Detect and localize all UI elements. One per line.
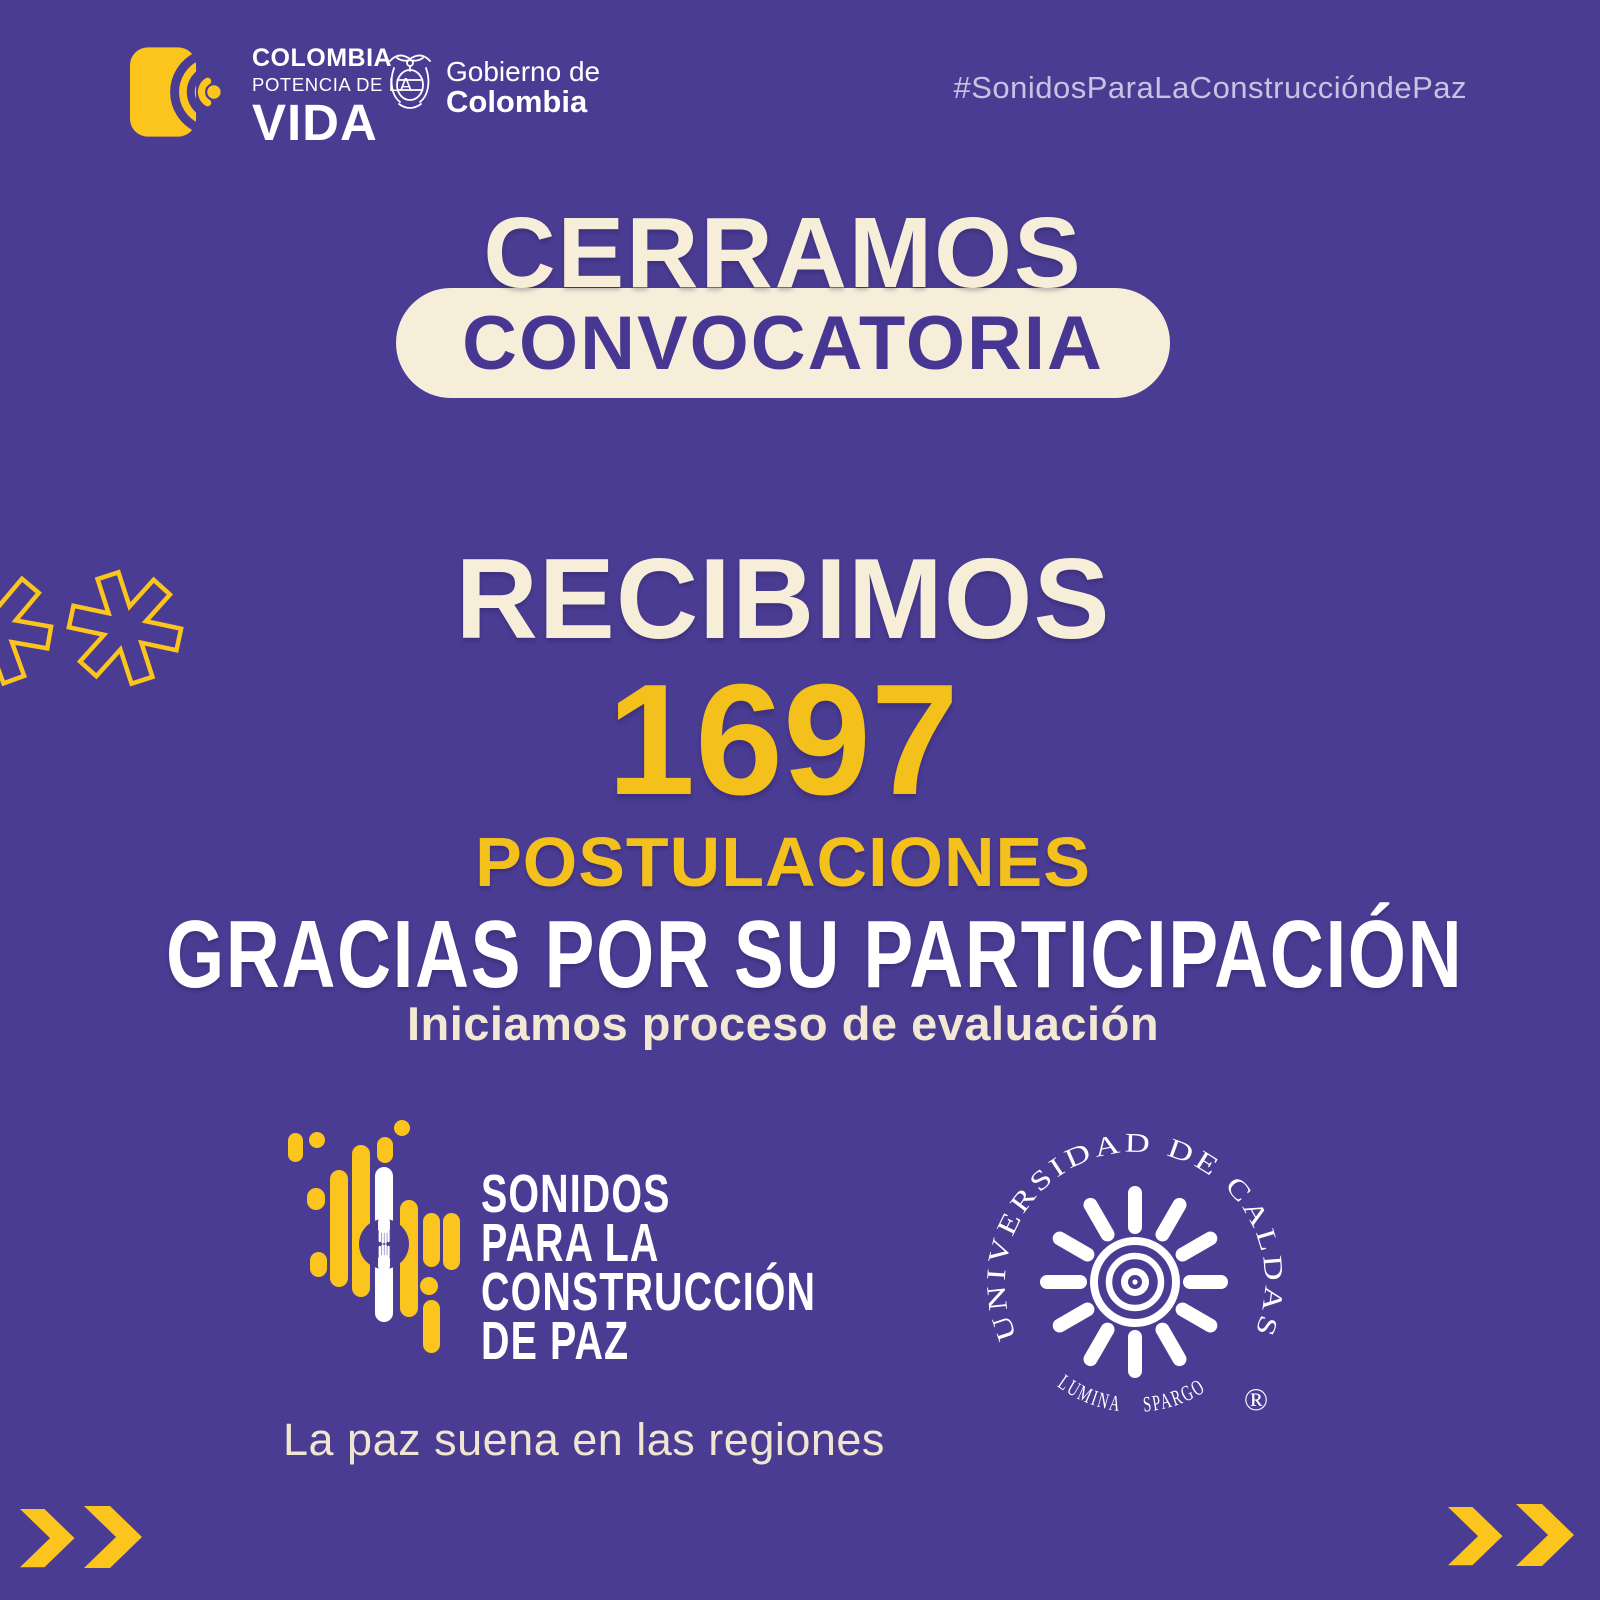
sonidos-line-1: SONIDOS [481,1164,671,1224]
svg-text:UNIVERSIDAD DE CALDAS [980,1128,1289,1345]
evaluation-subtitle: Iniciamos proceso de evaluación [406,997,1160,1050]
gobierno-de-colombia-logo [386,50,600,125]
sonidos-wordmark [481,1164,940,1371]
asterisk-decoration [0,550,198,711]
count-label: POSTULACIONES [475,823,1091,901]
pill-label: CONVOCATORIA [462,300,1104,386]
sonidos-line-2: PARA LA [481,1213,660,1273]
vida-line-vida: VIDA [252,93,378,151]
chevrons-bottom-left [20,1506,150,1577]
thanks-text: GRACIAS POR SU PARTICIPACIÓN [165,901,1464,1008]
hashtag-text: #SonidosParaLaConstruccióndePaz [953,70,1467,105]
thanks-message [0,900,1583,1010]
sonidos-line-3: CONSTRUCCIÓN [481,1262,817,1322]
tagline-text: La paz suena en las regiones [283,1414,885,1465]
chevrons-bottom-right [1448,1504,1578,1575]
gobierno-crest-icon [386,50,434,125]
lead-recibimos: RECIBIMOS [455,536,1111,663]
chevron-icon [1448,1504,1578,1570]
postulations-count: 1697 [607,652,959,828]
gobierno-wordmark [446,57,600,119]
gobierno-line-2: Colombia [446,83,588,119]
gobierno-line-1: Gobierno de [446,55,601,87]
vida-sound-icon [130,46,230,143]
asterisk-icon [0,550,198,706]
title-cerramos: CERRAMOS [483,197,1083,309]
sonidos-line-4: DE PAZ [481,1311,630,1371]
seal-arc-bottom-text: LUMINA SPARGO [1053,1369,1216,1418]
vida-line-colombia: COLOMBIA [252,44,393,72]
seal-arc-top-text: UNIVERSIDAD DE CALDAS [980,1127,1290,1345]
chevron-icon [20,1506,150,1572]
seal-registered-mark: ® [1243,1381,1269,1417]
vida-line-potencia: POTENCIA DE LA [252,74,413,95]
sonidos-soundbars-icon [283,1112,468,1367]
ucaldas-seal-icon [975,1122,1295,1447]
seal-sun-icon [1047,1193,1221,1371]
colombia-potencia-vida-logo [130,44,413,151]
